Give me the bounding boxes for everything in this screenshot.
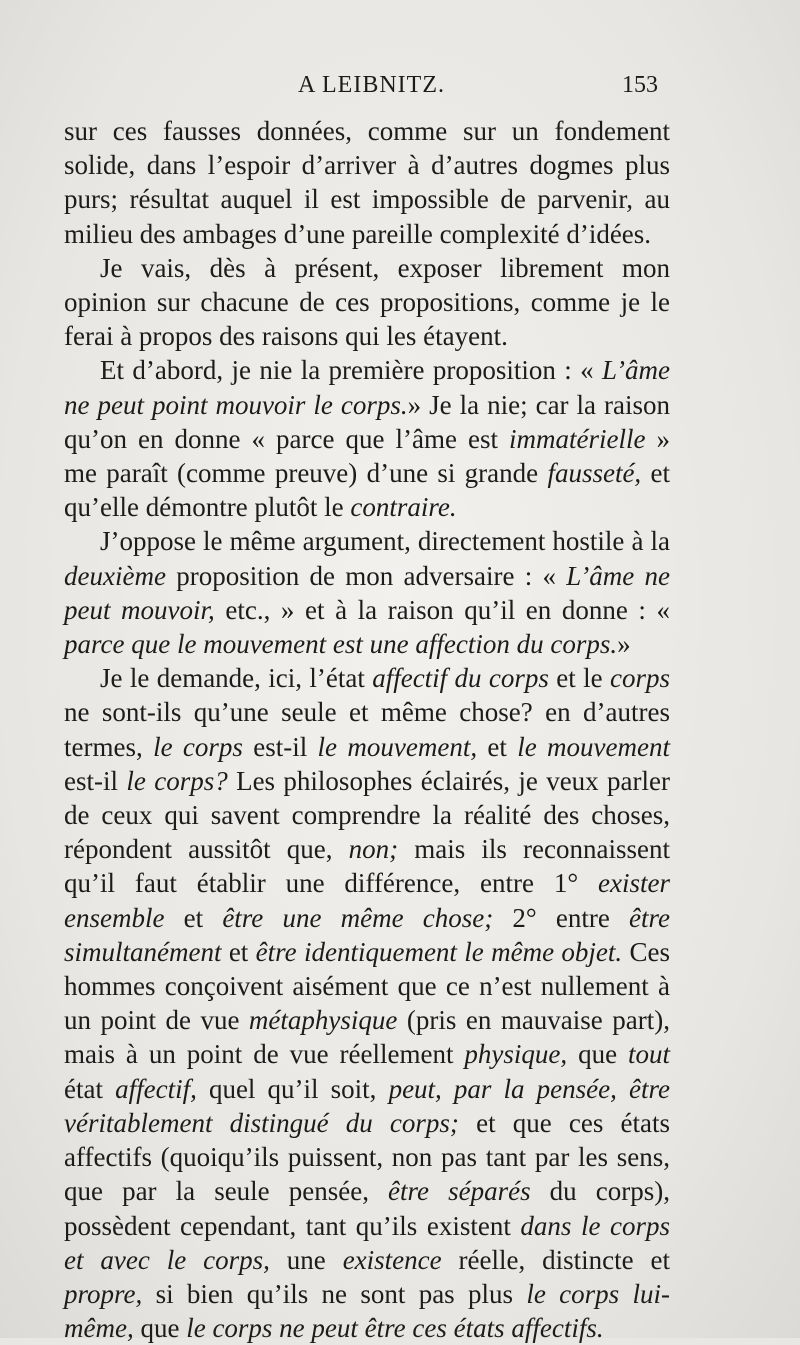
italic-text: être une même chose; bbox=[222, 902, 494, 933]
italic-text: le corps? bbox=[126, 765, 228, 796]
text-span: que bbox=[133, 1313, 187, 1344]
italic-text: exister ensemble bbox=[64, 868, 670, 933]
page-header bbox=[64, 72, 658, 108]
text-span: est-il bbox=[242, 731, 318, 762]
italic-text: le mouvement, bbox=[317, 731, 478, 762]
text-span: et le bbox=[548, 663, 610, 694]
text-span: Je vais, dès à présent, exposer librement mon opinion sur chacune de ces propositions, comme je le ferai à propos des raisons qui les étayent. bbox=[64, 252, 670, 352]
text-span: quel qu’il soit, bbox=[196, 1073, 389, 1104]
text-span: Je le demande, ici, l’état bbox=[100, 663, 373, 694]
text-span: une bbox=[269, 1244, 343, 1275]
italic-text: être séparés bbox=[388, 1176, 531, 1207]
italic-text: L’âme ne peut point mouvoir le corps. bbox=[64, 355, 670, 420]
italic-text: dans le corps et avec le corps, bbox=[64, 1210, 671, 1275]
italic-text: le mouvement bbox=[517, 731, 671, 762]
text-span: mais ils reconnaissent qu’il faut établir une différence, entre 1° bbox=[64, 834, 670, 899]
italic-text: immatérielle bbox=[509, 423, 646, 454]
text-span: est-il bbox=[64, 765, 127, 796]
text-span: et que ces états affectifs (quoiqu’ils puissent, non pas tant par les sens, que par la seule pensée, bbox=[64, 1107, 670, 1207]
text-span: réelle, distincte et bbox=[441, 1244, 670, 1275]
text-span: et bbox=[164, 902, 223, 933]
text-span: proposition de mon adversaire : « bbox=[165, 560, 567, 591]
page-number: 153 bbox=[622, 72, 658, 98]
italic-text: existence bbox=[342, 1244, 442, 1275]
paragraph bbox=[64, 661, 670, 1345]
italic-text: fausseté, bbox=[547, 458, 642, 489]
text-span: si bien qu’ils ne sont pas plus bbox=[142, 1278, 527, 1309]
text-span: (pris en mauvaise part), mais à un point de vue réellement bbox=[64, 1005, 670, 1070]
italic-text: être identiquement le même objet. bbox=[255, 936, 623, 967]
text-span: » bbox=[617, 629, 631, 660]
text-span: » Je la nie; car la raison qu’on en donne « parce que l’âme est bbox=[64, 389, 670, 454]
text-span: que bbox=[567, 1039, 628, 1070]
text-span: état bbox=[64, 1073, 116, 1104]
italic-text: propre, bbox=[64, 1278, 143, 1309]
paragraph bbox=[64, 524, 670, 661]
italic-text: L’âme ne peut mouvoir, bbox=[64, 560, 670, 625]
italic-text: non; bbox=[348, 834, 399, 865]
running-head: A LEIBNITZ. bbox=[298, 72, 445, 98]
paragraph bbox=[64, 353, 670, 524]
italic-text: métaphysique bbox=[248, 1005, 398, 1036]
text-span: et bbox=[221, 936, 256, 967]
text-span: Ces hommes conçoivent aisément que ce n’est nullement à un point de vue bbox=[64, 936, 670, 1036]
text-span: etc., » et à la raison qu’il en donne : « bbox=[214, 594, 670, 625]
text-span: » me paraît (comme preuve) d’une si grande bbox=[64, 423, 671, 489]
italic-text: corps bbox=[609, 663, 670, 694]
italic-text: physique, bbox=[464, 1039, 568, 1070]
text-span: 2° entre bbox=[493, 902, 630, 933]
italic-text: affectif du corps bbox=[372, 663, 549, 694]
italic-text: affectif, bbox=[115, 1073, 197, 1104]
italic-text: le corps lui-même, bbox=[64, 1278, 670, 1344]
body-text bbox=[64, 114, 670, 1345]
italic-text: deuxième bbox=[64, 560, 166, 591]
italic-text: tout bbox=[628, 1039, 671, 1070]
italic-text: parce que le mouvement est une affection du corps. bbox=[64, 629, 618, 660]
text-span: sur ces fausses données, comme sur un fondement solide, dans l’espoir d’arriver à d’autres dogmes plus purs; résultat auquel il est impossible de parvenir, au milieu des ambages d’une pareille complexité d’idées. bbox=[64, 116, 670, 249]
text-span: Et d’abord, je nie la première proposition : « bbox=[100, 355, 602, 386]
italic-text: être simultanément bbox=[64, 902, 670, 967]
text-span: J’oppose le même argument, directement hostile à la bbox=[100, 526, 670, 557]
text-span: du corps), possèdent cependant, tant qu’ils existent bbox=[64, 1176, 670, 1241]
text-span: et bbox=[477, 731, 518, 762]
text-span: et qu’elle démontre plutôt le bbox=[64, 458, 670, 523]
italic-text: contraire. bbox=[350, 492, 457, 523]
paragraph bbox=[64, 251, 670, 354]
text-span: Les philosophes éclairés, je veux parler de ceux qui savent comprendre la réalité des choses, répondent aussitôt que, bbox=[64, 765, 671, 865]
paragraph bbox=[64, 114, 670, 251]
italic-text: le corps ne peut être ces états affectifs. bbox=[186, 1313, 604, 1344]
italic-text: peut, par la pensée, être véritablement distingué du corps; bbox=[64, 1073, 670, 1138]
text-span: ne sont-ils qu’une seule et même chose? en d’autres termes, bbox=[64, 697, 670, 762]
italic-text: le corps bbox=[153, 731, 243, 762]
